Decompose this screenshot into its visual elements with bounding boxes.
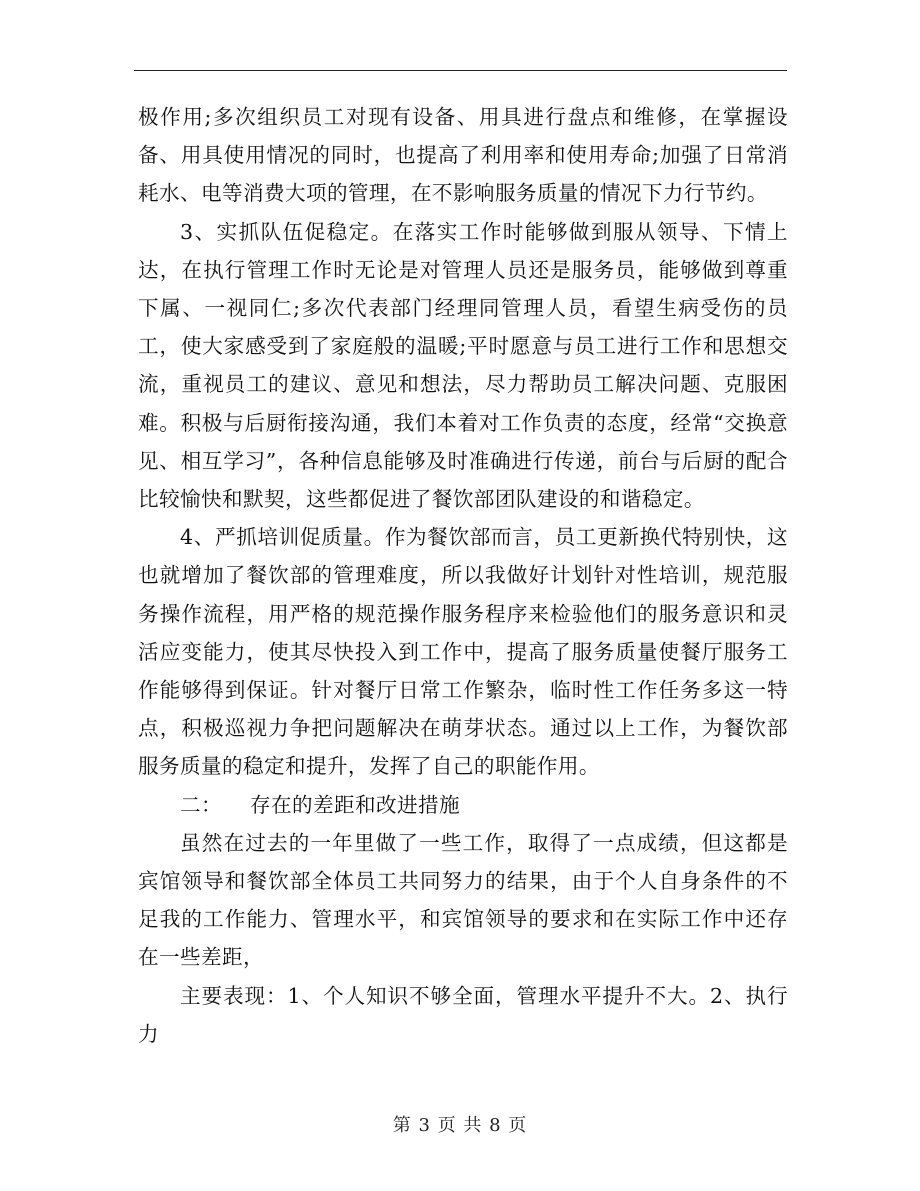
section-heading: [138, 786, 788, 824]
section-heading-title: 存在的差距和改进措施: [250, 792, 460, 817]
paragraph-team-stability: 3、实抓队伍促稳定。在落实工作时能够做到服从领导、下情上达，在执行管理工作时无论是对管理人员还是服务员，能够做到尊重下属、一视同仁;多次代表部门经理同管理人员，看望生病受伤的员工，使大家感受到了家庭般的温暖;平时愿意与员工进行工作和思想交流，重视员工的建议、意见和想法，尽力帮助员工解决问题、克服困难。积极与后厨衔接沟通，我们本着对工作负责的态度，经常“交换意见、相互学习”，各种信息能够及时准确进行传递，前台与后厨的配合比较愉快和默契，这些都促进了餐饮部团队建设的和谐稳定。: [138, 219, 788, 512]
document-body: [138, 98, 788, 1053]
section-heading-number: 二：: [180, 792, 222, 817]
header-rule: [134, 70, 787, 71]
paragraph-training-quality: 4、严抓培训促质量。作为餐饮部而言，员工更新换代特别快，这也就增加了餐饮部的管理难度，所以我做好计划针对性培训，规范服务操作流程，用严格的规范操作服务程序来检验他们的服务意识和灵活应变能力，使其尽快投入到工作中，提高了服务质量使餐厅服务工作能够得到保证。针对餐厅日常工作繁杂，临时性工作任务多这一特点，积极巡视力争把问题解决在萌芽状态。通过以上工作，为餐饮部服务质量的稳定和提升，发挥了自己的职能作用。: [138, 525, 788, 779]
page-footer: 第 3 页 共 8 页: [392, 1115, 528, 1136]
paragraph-gaps: 虽然在过去的一年里做了一些工作，取得了一点成绩，但这都是宾馆领导和餐饮部全体员工共同努力的结果，由于个人自身条件的不足我的工作能力、管理水平，和宾馆领导的要求和在实际工作中还存在一些差距，: [138, 830, 788, 970]
paragraph-main-issues: 主要表现：1、个人知识不够全面，管理水平提升不大。2、执行力: [138, 983, 788, 1046]
paragraph-continued: 极作用;多次组织员工对现有设备、用具进行盘点和维修，在掌握设备、用具使用情况的同时，也提高了利用率和使用寿命;加强了日常消耗水、电等消费大项的管理，在不影响服务质量的情况下力行节约。: [138, 105, 788, 206]
